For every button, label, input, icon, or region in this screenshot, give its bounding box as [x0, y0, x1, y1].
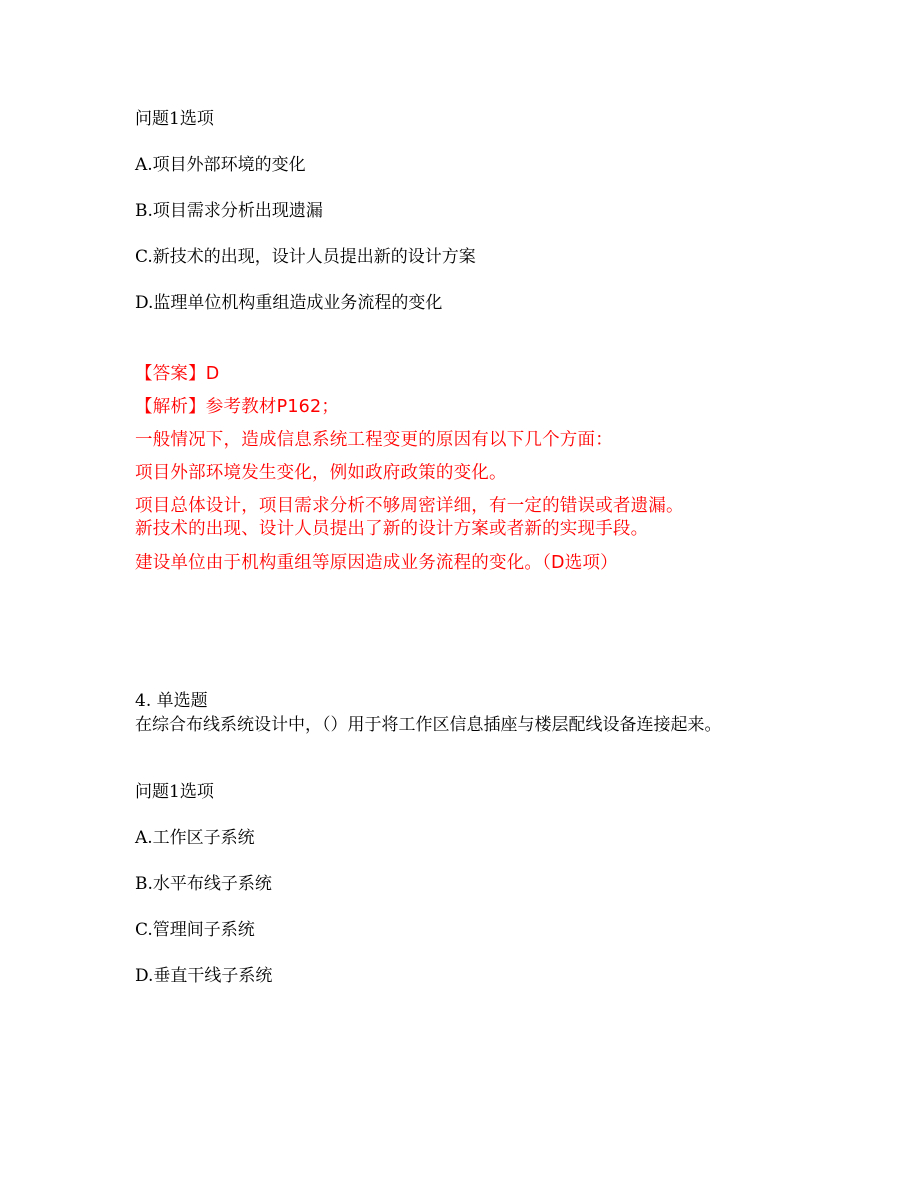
option-a: A.项目外部环境的变化: [135, 155, 306, 175]
analysis-line: 建设单位由于机构重组等原因造成业务流程的变化。（D选项）: [135, 553, 618, 573]
question-header: 4. 单选题: [135, 691, 208, 711]
option-a: A.工作区子系统: [135, 828, 255, 848]
option-c: C.新技术的出现，设计人员提出新的设计方案: [135, 247, 476, 267]
analysis-line: 项目外部环境发生变化，例如政府政策的变化。: [135, 463, 507, 483]
option-d: D.监理单位机构重组造成业务流程的变化: [135, 293, 443, 313]
answer-line: 【答案】D: [135, 364, 220, 384]
question-label: 问题1选项: [135, 782, 214, 802]
analysis-line: 一般情况下，造成信息系统工程变更的原因有以下几个方面：: [135, 430, 613, 450]
option-b: B.项目需求分析出现遗漏: [135, 201, 323, 221]
option-d: D.垂直干线子系统: [135, 966, 273, 986]
analysis-line: 项目总体设计，项目需求分析不够周密详细，有一定的错误或者遗漏。: [135, 496, 684, 516]
option-c: C.管理间子系统: [135, 920, 255, 940]
question-label: 问题1选项: [135, 109, 214, 129]
analysis-line: 新技术的出现、设计人员提出了新的设计方案或者新的实现手段。: [135, 519, 649, 539]
question-stem: 在综合布线系统设计中，（）用于将工作区信息插座与楼层配线设备连接起来。: [135, 715, 722, 735]
analysis-line: 【解析】参考教材P162；: [135, 397, 340, 417]
option-b: B.水平布线子系统: [135, 874, 272, 894]
